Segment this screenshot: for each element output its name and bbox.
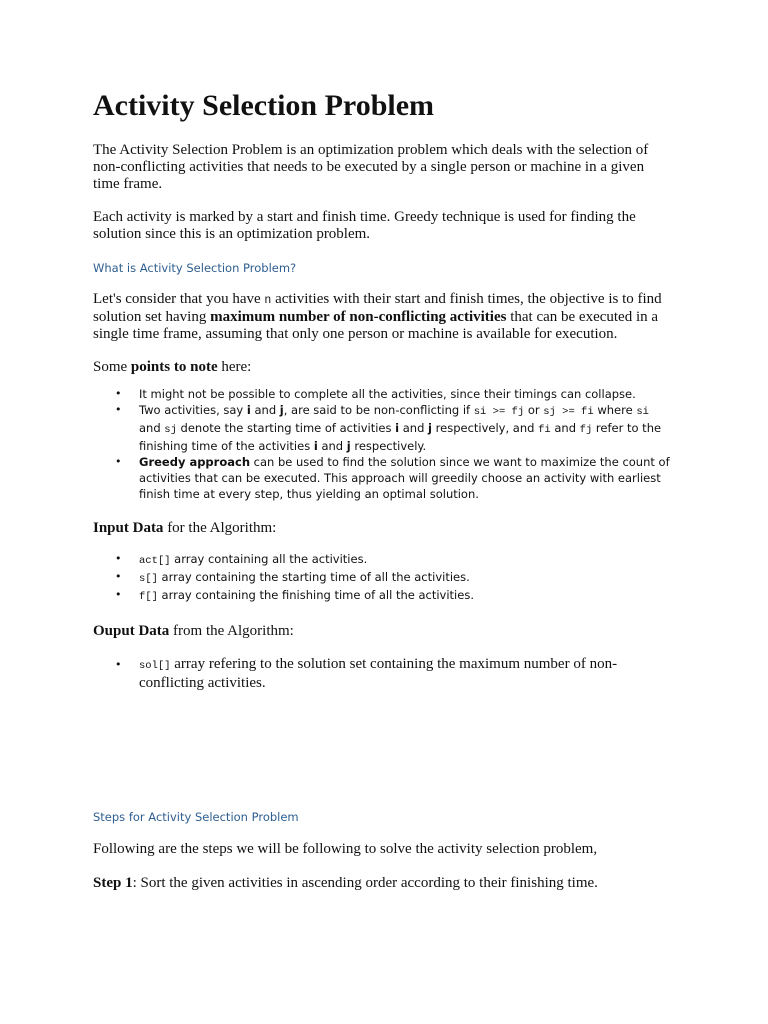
- list-item: • Two activities, say i and j, are said to be non-conflicting if si >= fj or sj >= fi where si and sj denote the starting time of activities i and j respectively, and fi and fj refer to the finishing time of the activities i and j respectively.: [93, 402, 673, 454]
- list-item: • act[] array containing all the activities.: [93, 551, 673, 569]
- output-heading: Ouput Data from the Algorithm:: [93, 623, 294, 639]
- code-n: n: [264, 294, 272, 307]
- list-item: • f[] array containing the finishing time of all the activities.: [93, 587, 673, 605]
- output-list: [93, 656, 673, 692]
- list-item: • It might not be possible to complete all the activities, since their timings can collapse.: [93, 386, 673, 402]
- steps-intro: Following are the steps we will be following to solve the activity selection problem,: [93, 841, 598, 857]
- page-title: Activity Selection Problem: [93, 89, 435, 122]
- step-1: Step 1: Sort the given activities in ascending order according to their finishing time.: [93, 875, 598, 891]
- intro-paragraph: The Activity Selection Problem is an optimization problem which deals with the selection of non-conflicting activities that needs to be executed by a single person or machine in a given time frame.: [93, 142, 649, 192]
- input-heading: Input Data for the Algorithm:: [93, 520, 277, 536]
- list-item: • sol[] array refering to the solution set containing the maximum number of non-conflicting activities.: [93, 656, 673, 692]
- subheading-steps: Steps for Activity Selection Problem: [93, 810, 299, 824]
- list-item: • s[] array containing the starting time of all the activities.: [93, 569, 673, 587]
- points-intro: Some points to note here:: [93, 359, 252, 375]
- subheading-what-is: What is Activity Selection Problem?: [93, 261, 297, 275]
- notes-list: [93, 386, 673, 502]
- intro-paragraph-2: Each activity is marked by a start and finish time. Greedy technique is used for finding the solution since this is an optimization problem.: [93, 209, 636, 242]
- consider-paragraph: Let's consider that you have n activities with their start and finish times, the objective is to find solution set having maximum number of non-conflicting activities that can be executed in a single time frame, assuming that only one person or machine is available for execution.: [93, 291, 662, 342]
- document-page: [93, 88, 673, 892]
- list-item: • Greedy approach can be used to find the solution since we want to maximize the count of activities that can be executed. This approach will greedily choose an activity with earliest finish time at every step, thus yielding an optimal solution.: [93, 454, 673, 502]
- input-list: [93, 551, 673, 605]
